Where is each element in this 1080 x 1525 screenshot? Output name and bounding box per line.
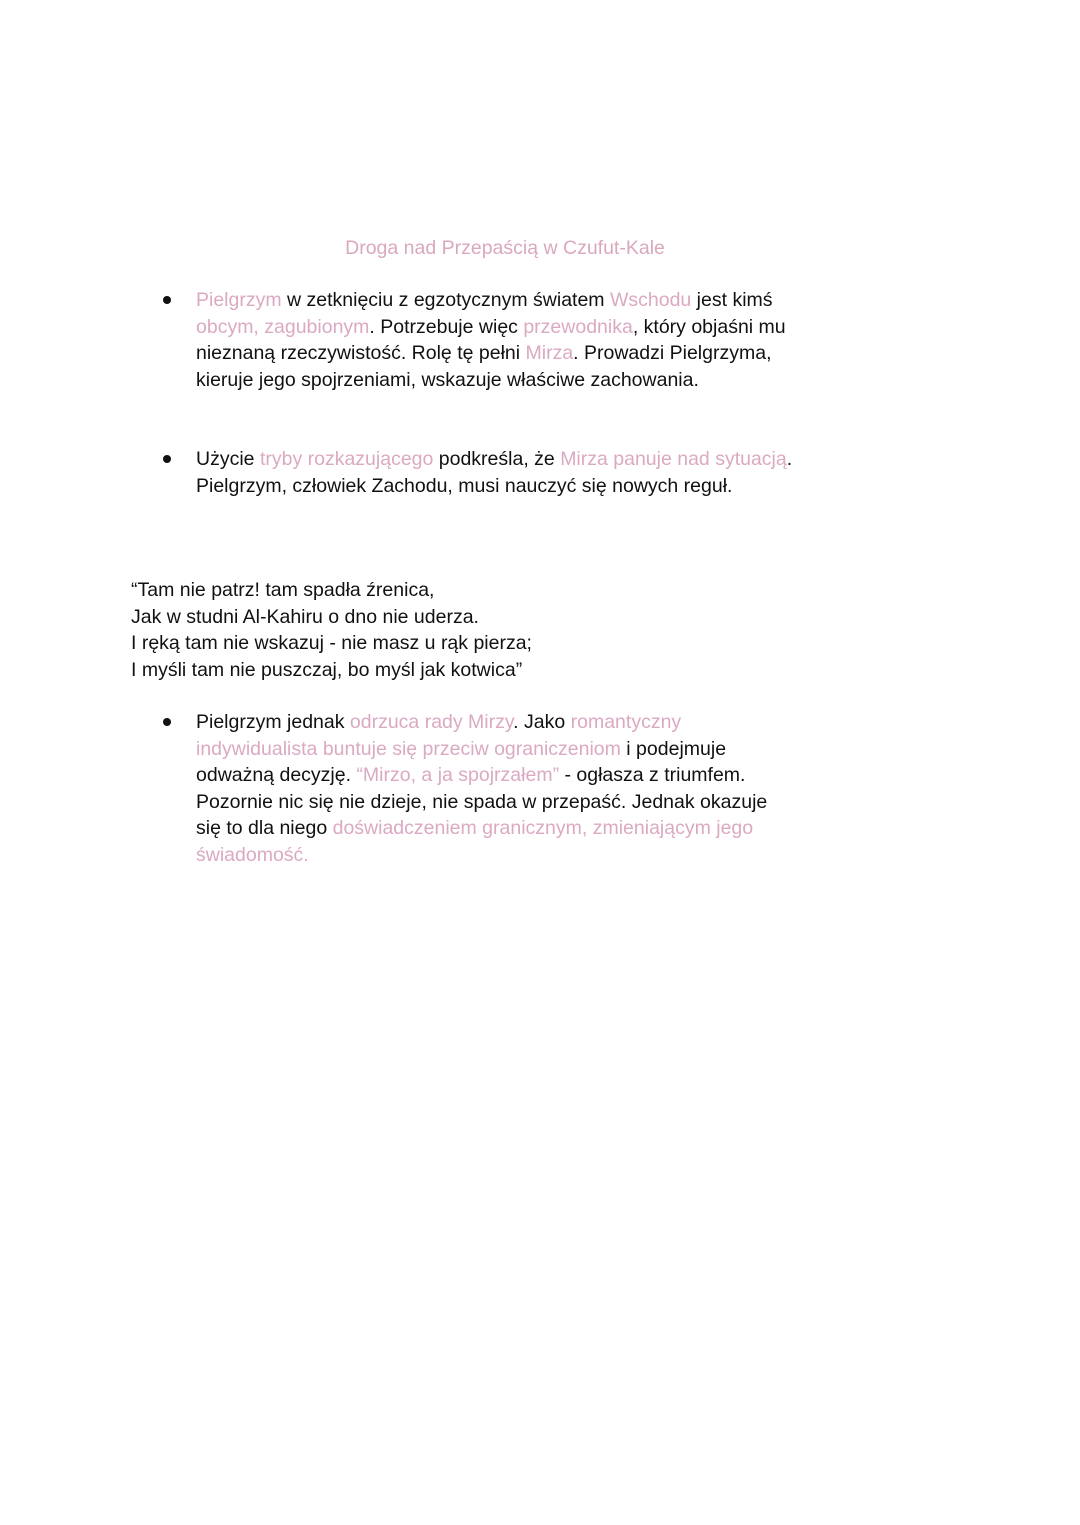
- body-text: , który objaśni mu nieznaną rzeczywistość. Rolę tę pełni: [196, 315, 786, 364]
- bullet-dot-icon: [163, 718, 171, 726]
- highlight-text: Pielgrzym: [196, 289, 282, 311]
- body-text: . Prowadzi Pielgrzyma, kieruje jego spojrzeniami, wskazuje właściwe zachowania.: [196, 342, 772, 391]
- bullet-item-3: [196, 709, 796, 868]
- highlight-text: doświadczeniem granicznym, zmieniającym jego świadomość.: [196, 817, 754, 866]
- body-text: w zetknięciu z egzotycznym światem: [281, 289, 610, 311]
- quote-line-2: Jak w studni Al-Kahiru o dno nie uderza.: [131, 605, 479, 628]
- highlight-text: Mirza panuje nad sytuacją: [560, 448, 787, 470]
- body-text: . Pielgrzym, człowiek Zachodu, musi nauczyć się nowych reguł.: [196, 448, 793, 497]
- quote-line-3: I ręką tam nie wskazuj - nie masz u rąk pierza;: [131, 632, 532, 654]
- highlight-text: przewodnika: [523, 315, 633, 338]
- body-text: Użycie: [196, 448, 260, 470]
- body-text: i podejmuje odważną decyzję.: [196, 737, 727, 786]
- body-text: Pielgrzym jednak: [196, 711, 350, 733]
- highlight-text: Mirza: [525, 342, 574, 364]
- body-text: podkreśla, że: [433, 448, 561, 470]
- highlight-text: tryby rozkazującego: [259, 448, 434, 470]
- poem-quote: [131, 577, 731, 683]
- body-text: - ogłasza z triumfem. Pozornie nic się nie dzieje, nie spada w przepaść. Jednak okazuje się to dla niego: [196, 764, 768, 839]
- page-title: Droga nad Przepaścią w Czufut-Kale: [345, 237, 665, 259]
- bullet-dot-icon: [163, 296, 171, 304]
- highlight-text: Wschodu: [609, 289, 692, 311]
- bullet-item-1: [196, 287, 796, 393]
- body-text: . Potrzebuje więc: [369, 315, 524, 338]
- bullet-dot-icon: [163, 455, 171, 463]
- highlight-text: odrzuca rady Mirzy: [349, 711, 514, 733]
- highlight-text: “Mirzo, a ja spojrzałem”: [356, 764, 560, 786]
- quote-line-4: I myśli tam nie puszczaj, bo myśl jak kotwica”: [131, 658, 523, 681]
- body-text: . Jako: [513, 711, 571, 733]
- quote-line-1: “Tam nie patrz! tam spadła źrenica,: [131, 579, 435, 601]
- highlight-text: romantyczny indywidualista buntuje się przeciw ograniczeniom: [196, 711, 682, 760]
- highlight-text: obcym, zagubionym: [196, 315, 370, 338]
- bullet-item-2: [196, 446, 796, 499]
- body-text: jest kimś: [691, 289, 773, 311]
